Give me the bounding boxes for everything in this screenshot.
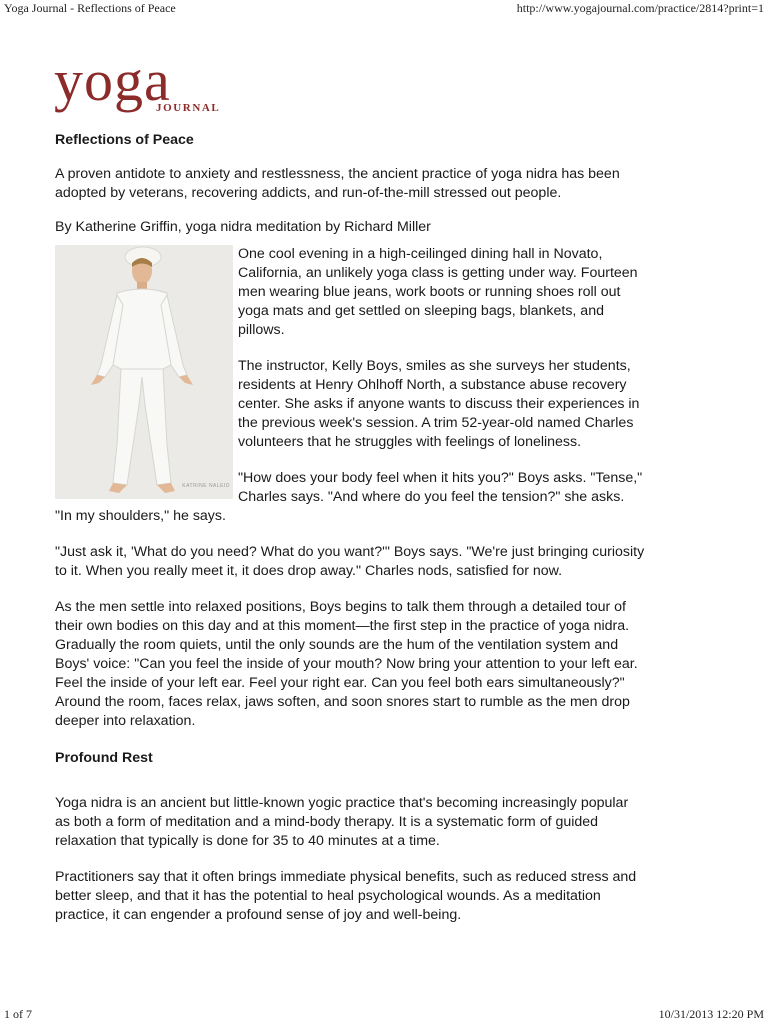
yoga-journal-logo: [54, 48, 234, 122]
article-byline: By Katherine Griffin, yoga nidra meditation by Richard Miller: [55, 219, 431, 235]
paragraph: The instructor, Kelly Boys, smiles as she surveys her students, residents at Henry Ohlhoff North, a substance abuse recovery center. She asks if anyone wants to discuss their experiences in the previous week's session. A trim 52-year-old named Charles volunteers that he struggles with feelings of loneliness.: [238, 358, 640, 450]
paragraph: Yoga nidra is an ancient but little-known yogic practice that's becoming increasingly popular as both a form of meditation and a mind-body therapy. It is a systematic form of guided relaxation that typically is done for 35 to 40 minutes at a time.: [55, 795, 629, 849]
man-lying-figure: [55, 245, 233, 499]
print-header: [0, 0, 768, 18]
man-lying-photo: [55, 245, 233, 499]
print-page-title: Yoga Journal - Reflections of Peace: [4, 1, 176, 15]
logo-wordmark: yoga: [54, 48, 171, 113]
paragraph: As the men settle into relaxed positions, Boys begins to talk them through a detailed tour of their own bodies on this day and at this moment—the first step in the practice of yoga nidra. Gradually the room quiets, until the only sounds are the hum of the ventilation system and Boys' voice: "Can you feel the inside of your mouth? Now bring your attention to your left ear. Feel the inside of your left ear. Feel your right ear. Can you feel both ears simultaneously?" Around the room, faces relax, jaws soften, and soon snores start to rumble as the men drop deeper into relaxation.: [55, 599, 638, 729]
print-url: http://www.yogajournal.com/practice/2814?print=1: [516, 1, 764, 15]
page-number: 1 of 7: [4, 1007, 32, 1021]
paragraph: One cool evening in a high-ceilinged dining hall in Novato, California, an unlikely yoga class is getting under way. Fourteen men wearing blue jeans, work boots or running shoes roll out yoga mats and get settled on sleeping bags, blankets, and pillows.: [238, 246, 638, 338]
article-subtitle: A proven antidote to anxiety and restlessness, the ancient practice of yoga nidra has been adopted by veterans, recovering addicts, and run-of-the-mill stressed out people.: [55, 166, 620, 201]
article: [55, 131, 645, 925]
print-timestamp: 10/31/2013 12:20 PM: [658, 1007, 764, 1021]
paragraph: "How does your body feel when it hits you?" Boys asks. "Tense," Charles says. "And where do you feel the tension?" she asks. "In my shoulders," he says.: [55, 470, 643, 524]
logo-subtitle: JOURNAL: [156, 102, 221, 114]
paragraph: "Just ask it, 'What do you need? What do you want?'" Boys says. "We're just bringing curiosity to it. When you really meet it, it does drop away." Charles nods, satisfied for now.: [55, 544, 645, 579]
photo-credit: KATRINE NALEID: [182, 483, 230, 489]
print-footer: [0, 1004, 768, 1024]
section-heading: Profound Rest: [55, 750, 153, 766]
article-title: Reflections of Peace: [55, 132, 194, 148]
paragraph: Practitioners say that it often brings immediate physical benefits, such as reduced stress and better sleep, and that it has the potential to heal psychological wounds. As a meditation practice, it can engender a profound sense of joy and well-being.: [55, 869, 637, 923]
